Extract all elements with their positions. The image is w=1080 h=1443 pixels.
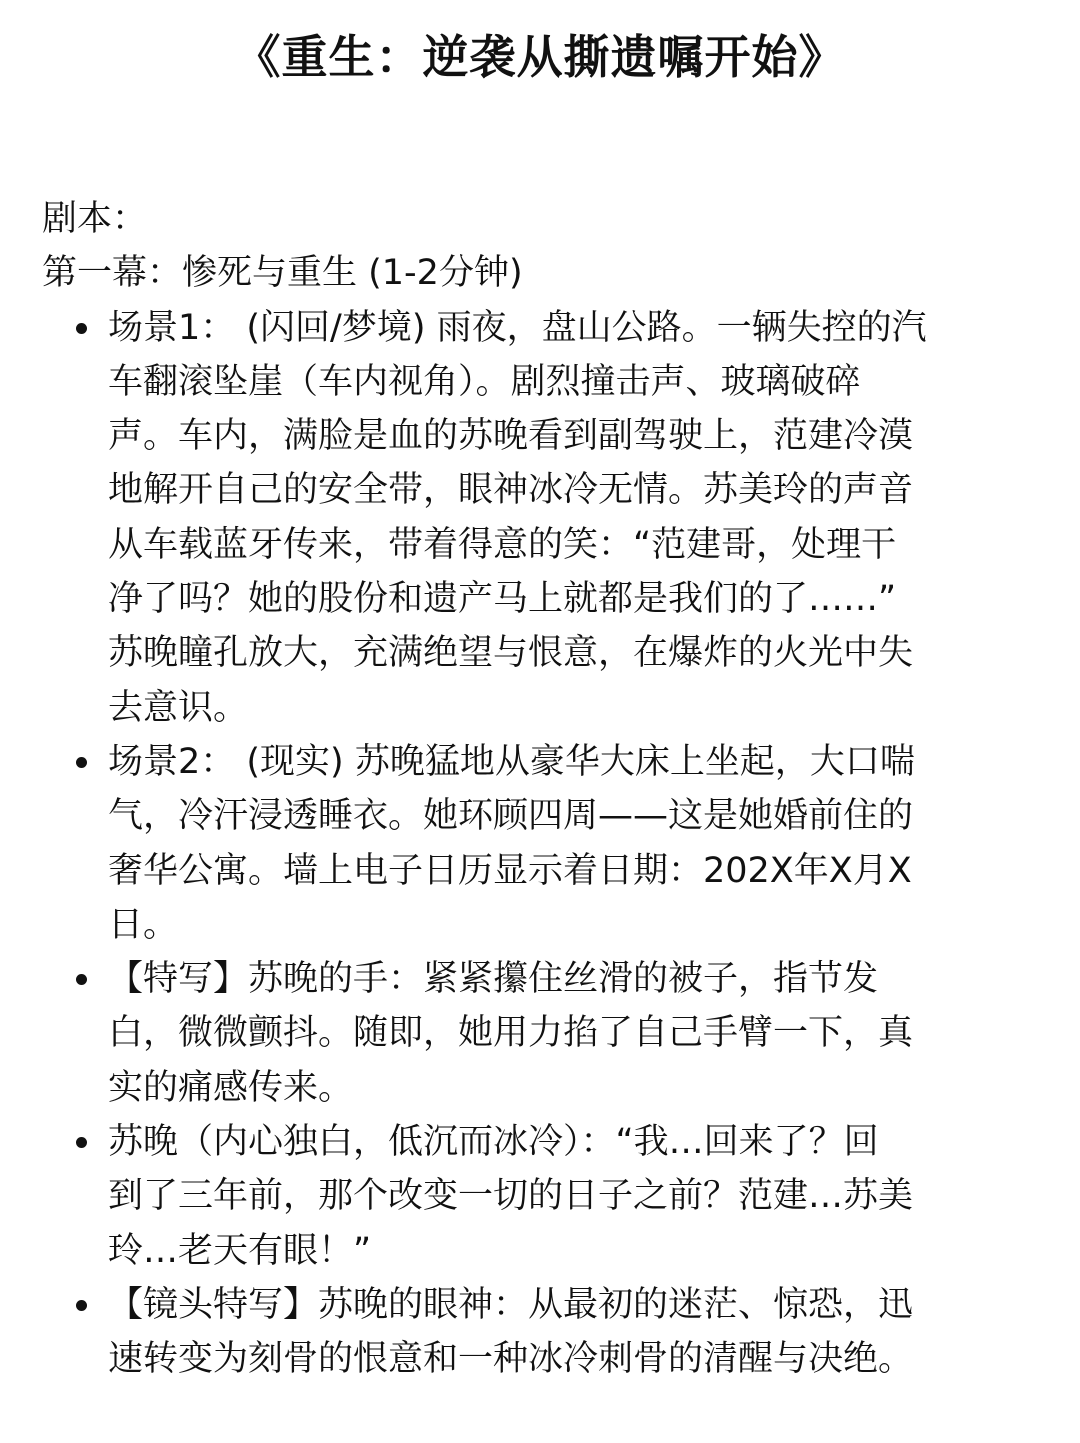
list-item-line: 地解开自己的安全带，眼神冰冷无情。苏美玲的声音 [108, 470, 914, 511]
script-body [42, 192, 1032, 1387]
bullet-dot-icon [76, 1300, 87, 1311]
list-item-line: 速转变为刻骨的恨意和一种冰冷刺骨的清醒与决绝。 [108, 1339, 914, 1380]
list-item [42, 952, 1026, 1115]
list-item-line: 净了吗？她的股份和遗产马上就都是我们的了……” [108, 579, 897, 620]
list-item-line: 白，微微颤抖。随即，她用力掐了自己手臂一下，真 [108, 1013, 914, 1054]
list-item-line: 【特写】苏晚的手：紧紧攥住丝滑的被子，指节发 [108, 959, 879, 1000]
list-item [42, 1278, 1026, 1387]
list-item [42, 1115, 1026, 1278]
list-item-line: 玲…老天有眼！” [108, 1230, 372, 1271]
list-item-line: 车翻滚坠崖（车内视角）。剧烈撞击声、玻璃破碎 [108, 361, 861, 402]
list-item-line: 苏晚（内心独白，低沉而冰冷）：“我…回来了？回 [108, 1122, 879, 1163]
list-item-line: 苏晚瞳孔放大，充满绝望与恨意，在爆炸的火光中失 [108, 633, 914, 674]
act-heading: 第一幕：惨死与重生 (1-2分钟) [42, 253, 523, 294]
list-item [42, 735, 1026, 952]
list-item-line: 日。 [108, 904, 179, 945]
list-item-line: 气，冷汗浸透睡衣。她环顾四周——这是她婚前住的 [108, 796, 914, 837]
list-item [42, 301, 1026, 735]
list-item-line: 到了三年前，那个改变一切的日子之前？范建…苏美 [108, 1176, 914, 1217]
bullet-dot-icon [76, 1137, 87, 1148]
list-item-line: 场景2： (现实) 苏晚猛地从豪华大床上坐起，大口喘 [108, 741, 915, 782]
scene-list [42, 301, 1032, 1387]
list-item-line: 【镜头特写】苏晚的眼神：从最初的迷茫、惊恐，迅 [108, 1284, 914, 1325]
bullet-dot-icon [76, 323, 87, 334]
list-item-line: 从车载蓝牙传来，带着得意的笑：“范建哥，处理干 [108, 524, 897, 565]
script-label: 剧本： [42, 199, 148, 239]
list-item-line: 奢华公寓。墙上电子日历显示着日期：202X年X月X [108, 850, 912, 891]
document-title: 《重生：逆袭从撕遗嘱开始》 [234, 30, 846, 84]
bullet-dot-icon [76, 974, 87, 985]
list-item-line: 去意识。 [108, 687, 249, 728]
list-item-line: 实的痛感传来。 [108, 1067, 354, 1108]
bullet-dot-icon [76, 757, 87, 768]
list-item-line: 声。车内，满脸是血的苏晚看到副驾驶上，范建冷漠 [108, 416, 914, 457]
list-item-line: 场景1： (闪回/梦境) 雨夜，盘山公路。一辆失控的汽 [108, 307, 927, 348]
